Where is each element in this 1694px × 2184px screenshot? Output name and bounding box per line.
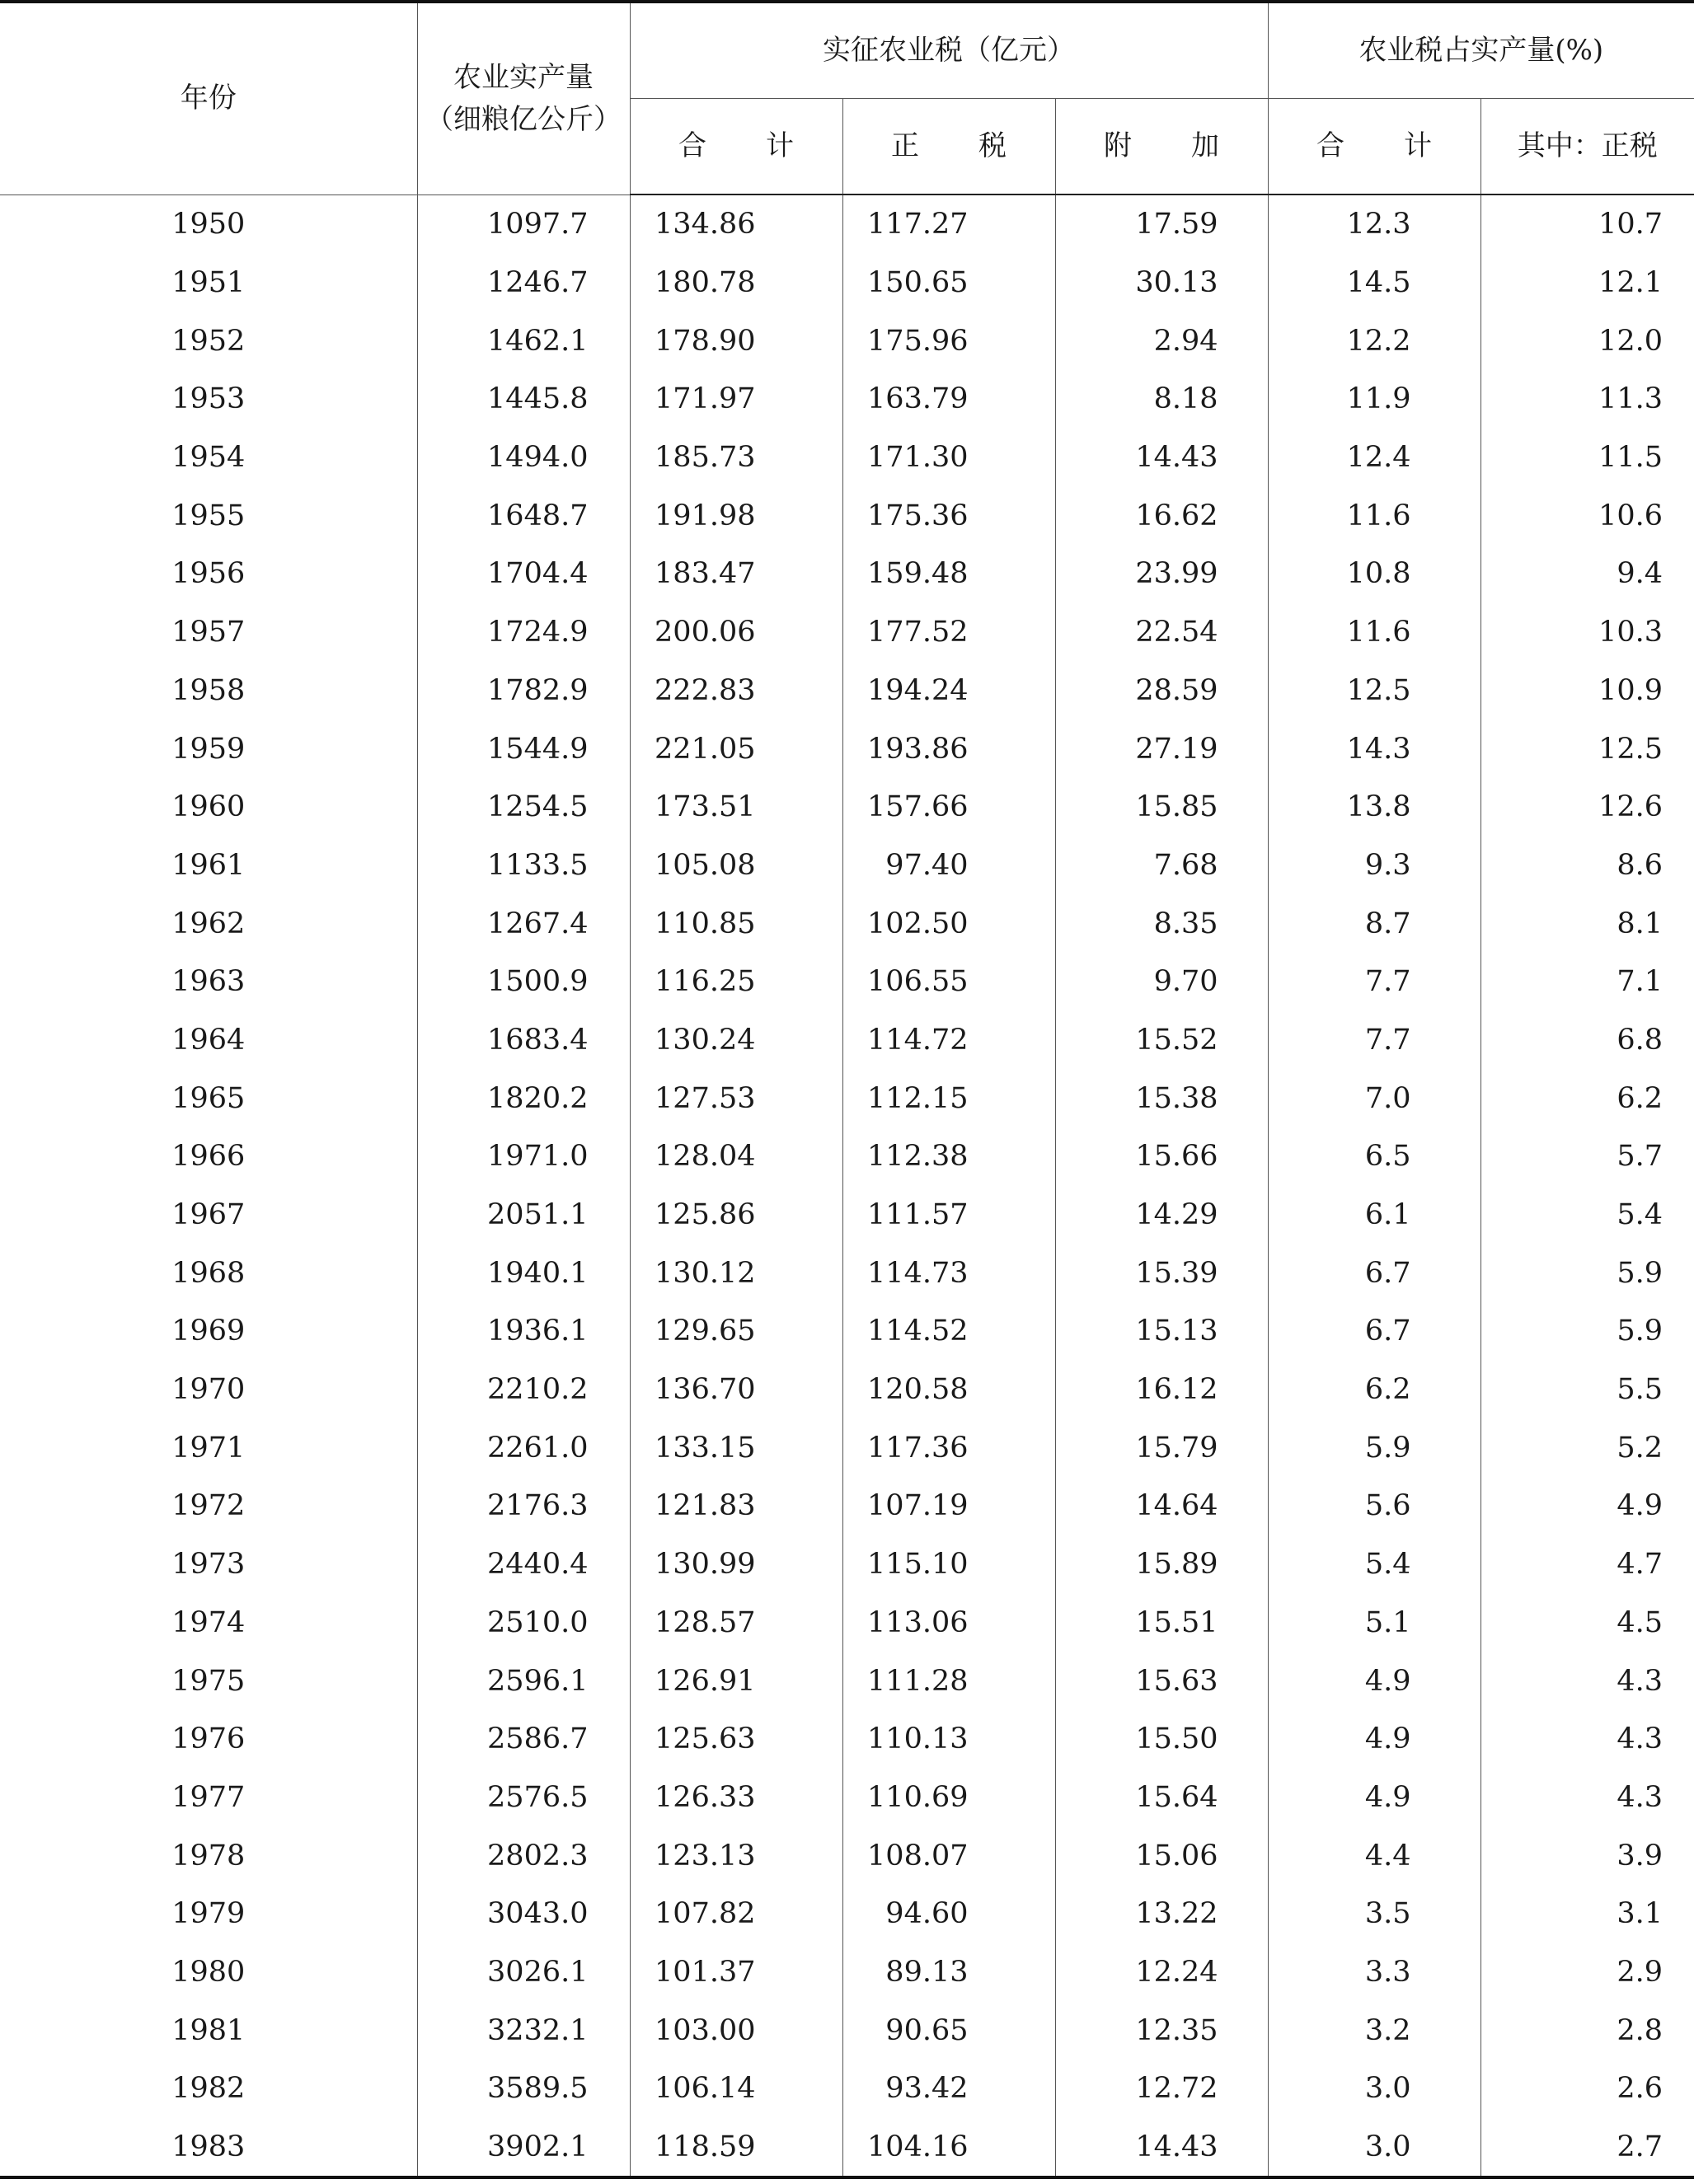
table-row (0, 603, 1694, 662)
cell-tax-surcharge: 16.12 (1055, 1361, 1268, 1419)
cell-share-main: 4.7 (1480, 1535, 1694, 1594)
cell-tax-main: 107.19 (842, 1477, 1055, 1535)
cell-year: 1957 (0, 603, 417, 662)
cell-tax-surcharge: 15.89 (1055, 1535, 1268, 1594)
cell-output: 1097.7 (417, 194, 630, 254)
table-row (0, 429, 1694, 487)
cell-tax-surcharge: 15.39 (1055, 1244, 1268, 1302)
table-row (0, 1361, 1694, 1419)
cell-year: 1975 (0, 1652, 417, 1710)
cell-year: 1981 (0, 2001, 417, 2060)
header-share-total-label: 合 计 (1316, 129, 1457, 162)
cell-tax-surcharge: 14.29 (1055, 1186, 1268, 1244)
cell-tax-main: 110.13 (842, 1710, 1055, 1769)
cell-tax-main: 90.65 (842, 2001, 1055, 2060)
cell-tax-total: 134.86 (630, 194, 842, 254)
cell-tax-surcharge: 23.99 (1055, 545, 1268, 603)
cell-share-total: 11.6 (1268, 486, 1480, 545)
cell-tax-total: 136.70 (630, 1361, 842, 1419)
cell-output: 3043.0 (417, 1885, 630, 1943)
cell-tax-surcharge: 15.13 (1055, 1302, 1268, 1361)
cell-share-total: 6.7 (1268, 1302, 1480, 1361)
cell-tax-main: 111.57 (842, 1186, 1055, 1244)
cell-tax-surcharge: 9.70 (1055, 953, 1268, 1011)
table-row (0, 837, 1694, 895)
cell-tax-total: 103.00 (630, 2001, 842, 2060)
table-row (0, 2118, 1694, 2178)
cell-tax-surcharge: 15.85 (1055, 778, 1268, 837)
cell-share-main: 4.9 (1480, 1477, 1694, 1535)
cell-share-main: 11.3 (1480, 370, 1694, 429)
cell-share-total: 14.3 (1268, 719, 1480, 778)
cell-output: 3232.1 (417, 2001, 630, 2060)
cell-tax-total: 105.08 (630, 837, 842, 895)
cell-output: 2586.7 (417, 1710, 630, 1769)
table-row (0, 254, 1694, 312)
cell-share-total: 3.2 (1268, 2001, 1480, 2060)
cell-output: 2510.0 (417, 1594, 630, 1652)
cell-output: 1724.9 (417, 603, 630, 662)
cell-tax-total: 116.25 (630, 953, 842, 1011)
header-tax-main-label: 正 税 (890, 129, 1032, 162)
cell-tax-total: 178.90 (630, 312, 842, 370)
header-tax-total (630, 99, 842, 195)
cell-output: 1544.9 (417, 719, 630, 778)
cell-tax-main: 114.52 (842, 1302, 1055, 1361)
cell-output: 2051.1 (417, 1186, 630, 1244)
cell-tax-total: 185.73 (630, 429, 842, 487)
table-row (0, 2060, 1694, 2118)
cell-output: 2440.4 (417, 1535, 630, 1594)
cell-tax-surcharge: 17.59 (1055, 194, 1268, 254)
cell-share-total: 11.6 (1268, 603, 1480, 662)
cell-tax-main: 177.52 (842, 603, 1055, 662)
cell-share-total: 7.7 (1268, 1011, 1480, 1070)
cell-tax-total: 221.05 (630, 719, 842, 778)
cell-tax-surcharge: 15.51 (1055, 1594, 1268, 1652)
cell-tax-main: 113.06 (842, 1594, 1055, 1652)
cell-output: 1267.4 (417, 894, 630, 953)
cell-share-total: 13.8 (1268, 778, 1480, 837)
cell-share-total: 4.9 (1268, 1710, 1480, 1769)
cell-year: 1965 (0, 1069, 417, 1127)
cell-share-main: 4.3 (1480, 1710, 1694, 1769)
table-row (0, 1826, 1694, 1885)
cell-share-total: 6.7 (1268, 1244, 1480, 1302)
table-row (0, 1943, 1694, 2002)
table-row (0, 778, 1694, 837)
cell-share-main: 12.5 (1480, 719, 1694, 778)
table-row (0, 194, 1694, 254)
cell-share-total: 10.8 (1268, 545, 1480, 603)
cell-tax-main: 150.65 (842, 254, 1055, 312)
table-row (0, 1769, 1694, 1827)
cell-year: 1958 (0, 662, 417, 720)
table-row (0, 1535, 1694, 1594)
table-row (0, 312, 1694, 370)
cell-share-main: 5.7 (1480, 1127, 1694, 1186)
cell-tax-surcharge: 7.68 (1055, 837, 1268, 895)
cell-year: 1950 (0, 194, 417, 254)
table-row (0, 486, 1694, 545)
cell-share-total: 12.2 (1268, 312, 1480, 370)
table-row (0, 1594, 1694, 1652)
cell-share-total: 6.5 (1268, 1127, 1480, 1186)
cell-tax-total: 171.97 (630, 370, 842, 429)
cell-tax-total: 128.04 (630, 1127, 842, 1186)
cell-output: 1494.0 (417, 429, 630, 487)
cell-tax-main: 110.69 (842, 1769, 1055, 1827)
cell-tax-main: 114.73 (842, 1244, 1055, 1302)
header-output-line2: （细粮亿公斤） (425, 102, 622, 136)
cell-tax-total: 183.47 (630, 545, 842, 603)
cell-tax-surcharge: 14.43 (1055, 2118, 1268, 2178)
table-row (0, 1127, 1694, 1186)
cell-output: 1133.5 (417, 837, 630, 895)
cell-tax-main: 175.96 (842, 312, 1055, 370)
cell-share-main: 12.6 (1480, 778, 1694, 837)
cell-output: 1500.9 (417, 953, 630, 1011)
cell-output: 1246.7 (417, 254, 630, 312)
cell-tax-surcharge: 30.13 (1055, 254, 1268, 312)
cell-year: 1953 (0, 370, 417, 429)
cell-share-total: 11.9 (1268, 370, 1480, 429)
cell-year: 1952 (0, 312, 417, 370)
cell-tax-surcharge: 12.24 (1055, 1943, 1268, 2002)
cell-output: 3026.1 (417, 1943, 630, 2002)
cell-tax-surcharge: 12.35 (1055, 2001, 1268, 2060)
cell-tax-surcharge: 16.62 (1055, 486, 1268, 545)
cell-output: 1683.4 (417, 1011, 630, 1070)
cell-tax-surcharge: 2.94 (1055, 312, 1268, 370)
cell-share-total: 3.3 (1268, 1943, 1480, 2002)
header-tax-total-label: 合 计 (678, 129, 819, 162)
table-body (0, 194, 1694, 2177)
cell-tax-main: 104.16 (842, 2118, 1055, 2178)
cell-tax-surcharge: 15.66 (1055, 1127, 1268, 1186)
header-share-group: 农业税占实产量(%) (1268, 2, 1694, 99)
cell-tax-main: 159.48 (842, 545, 1055, 603)
cell-tax-total: 126.91 (630, 1652, 842, 1710)
cell-year: 1956 (0, 545, 417, 603)
cell-tax-main: 120.58 (842, 1361, 1055, 1419)
header-year: 年份 (0, 2, 417, 194)
cell-output: 2176.3 (417, 1477, 630, 1535)
cell-share-main: 4.3 (1480, 1652, 1694, 1710)
cell-share-main: 5.2 (1480, 1418, 1694, 1477)
cell-year: 1969 (0, 1302, 417, 1361)
cell-share-total: 3.0 (1268, 2118, 1480, 2178)
cell-share-total: 5.4 (1268, 1535, 1480, 1594)
cell-share-total: 12.5 (1268, 662, 1480, 720)
cell-year: 1977 (0, 1769, 417, 1827)
cell-output: 1940.1 (417, 1244, 630, 1302)
cell-tax-main: 163.79 (842, 370, 1055, 429)
cell-share-main: 12.1 (1480, 254, 1694, 312)
cell-year: 1970 (0, 1361, 417, 1419)
cell-share-total: 5.6 (1268, 1477, 1480, 1535)
cell-tax-surcharge: 22.54 (1055, 603, 1268, 662)
cell-tax-total: 106.14 (630, 2060, 842, 2118)
cell-tax-total: 126.33 (630, 1769, 842, 1827)
cell-tax-main: 112.15 (842, 1069, 1055, 1127)
cell-share-main: 7.1 (1480, 953, 1694, 1011)
cell-share-total: 8.7 (1268, 894, 1480, 953)
cell-tax-total: 123.13 (630, 1826, 842, 1885)
cell-tax-total: 133.15 (630, 1418, 842, 1477)
cell-share-total: 4.4 (1268, 1826, 1480, 1885)
cell-tax-total: 173.51 (630, 778, 842, 837)
cell-tax-main: 89.13 (842, 1943, 1055, 2002)
cell-share-main: 4.3 (1480, 1769, 1694, 1827)
cell-tax-surcharge: 14.43 (1055, 429, 1268, 487)
header-tax-group: 实征农业税（亿元） (630, 2, 1268, 99)
cell-tax-total: 121.83 (630, 1477, 842, 1535)
cell-share-total: 9.3 (1268, 837, 1480, 895)
cell-share-total: 7.0 (1268, 1069, 1480, 1127)
cell-tax-main: 94.60 (842, 1885, 1055, 1943)
cell-tax-surcharge: 8.18 (1055, 370, 1268, 429)
cell-share-main: 4.5 (1480, 1594, 1694, 1652)
cell-share-main: 6.8 (1480, 1011, 1694, 1070)
cell-share-main: 5.9 (1480, 1244, 1694, 1302)
cell-tax-surcharge: 15.06 (1055, 1826, 1268, 1885)
cell-output: 2802.3 (417, 1826, 630, 1885)
table-row (0, 1418, 1694, 1477)
cell-tax-surcharge: 14.64 (1055, 1477, 1268, 1535)
cell-tax-main: 102.50 (842, 894, 1055, 953)
cell-output: 2576.5 (417, 1769, 630, 1827)
cell-share-total: 5.9 (1268, 1418, 1480, 1477)
cell-output: 3902.1 (417, 2118, 630, 2178)
table-row (0, 1710, 1694, 1769)
cell-share-main: 2.8 (1480, 2001, 1694, 2060)
cell-share-main: 8.6 (1480, 837, 1694, 895)
cell-tax-main: 117.27 (842, 194, 1055, 254)
header-tax-main (842, 99, 1055, 195)
cell-share-total: 4.9 (1268, 1652, 1480, 1710)
cell-tax-main: 108.07 (842, 1826, 1055, 1885)
cell-year: 1967 (0, 1186, 417, 1244)
cell-tax-main: 157.66 (842, 778, 1055, 837)
cell-tax-main: 97.40 (842, 837, 1055, 895)
cell-tax-total: 101.37 (630, 1943, 842, 2002)
cell-share-main: 12.0 (1480, 312, 1694, 370)
cell-year: 1955 (0, 486, 417, 545)
cell-year: 1974 (0, 1594, 417, 1652)
cell-share-main: 11.5 (1480, 429, 1694, 487)
table-row (0, 1069, 1694, 1127)
cell-tax-surcharge: 13.22 (1055, 1885, 1268, 1943)
cell-tax-total: 127.53 (630, 1069, 842, 1127)
cell-tax-surcharge: 15.79 (1055, 1418, 1268, 1477)
cell-year: 1983 (0, 2118, 417, 2178)
cell-tax-total: 107.82 (630, 1885, 842, 1943)
cell-year: 1962 (0, 894, 417, 953)
cell-share-total: 4.9 (1268, 1769, 1480, 1827)
cell-share-main: 3.9 (1480, 1826, 1694, 1885)
cell-year: 1971 (0, 1418, 417, 1477)
cell-share-main: 2.9 (1480, 1943, 1694, 2002)
cell-tax-surcharge: 27.19 (1055, 719, 1268, 778)
cell-tax-total: 222.83 (630, 662, 842, 720)
cell-year: 1964 (0, 1011, 417, 1070)
cell-share-total: 3.5 (1268, 1885, 1480, 1943)
table-row (0, 2001, 1694, 2060)
header-tax-surcharge-label: 附 加 (1104, 129, 1245, 162)
cell-year: 1959 (0, 719, 417, 778)
cell-tax-total: 130.12 (630, 1244, 842, 1302)
cell-tax-main: 93.42 (842, 2060, 1055, 2118)
cell-share-main: 2.7 (1480, 2118, 1694, 2178)
cell-share-main: 3.1 (1480, 1885, 1694, 1943)
table-row (0, 1302, 1694, 1361)
table-row (0, 953, 1694, 1011)
table-row (0, 370, 1694, 429)
header-tax-surcharge (1055, 99, 1268, 195)
cell-tax-surcharge: 15.38 (1055, 1069, 1268, 1127)
cell-share-main: 10.7 (1480, 194, 1694, 254)
table-row (0, 719, 1694, 778)
cell-tax-main: 194.24 (842, 662, 1055, 720)
cell-tax-surcharge: 12.72 (1055, 2060, 1268, 2118)
cell-share-main: 5.5 (1480, 1361, 1694, 1419)
cell-tax-total: 125.86 (630, 1186, 842, 1244)
cell-share-main: 9.4 (1480, 545, 1694, 603)
cell-tax-total: 191.98 (630, 486, 842, 545)
cell-tax-surcharge: 15.64 (1055, 1769, 1268, 1827)
cell-tax-main: 112.38 (842, 1127, 1055, 1186)
header-output-line1: 农业实产量 (453, 60, 594, 94)
cell-output: 1971.0 (417, 1127, 630, 1186)
cell-output: 2261.0 (417, 1418, 630, 1477)
cell-year: 1960 (0, 778, 417, 837)
cell-share-main: 6.2 (1480, 1069, 1694, 1127)
table-row (0, 1477, 1694, 1535)
cell-share-main: 5.9 (1480, 1302, 1694, 1361)
cell-output: 1462.1 (417, 312, 630, 370)
cell-share-total: 3.0 (1268, 2060, 1480, 2118)
table-header (0, 2, 1694, 194)
table-row (0, 545, 1694, 603)
cell-tax-surcharge: 8.35 (1055, 894, 1268, 953)
cell-tax-total: 129.65 (630, 1302, 842, 1361)
table-row (0, 1652, 1694, 1710)
cell-output: 1936.1 (417, 1302, 630, 1361)
cell-share-main: 10.6 (1480, 486, 1694, 545)
cell-tax-surcharge: 15.63 (1055, 1652, 1268, 1710)
cell-output: 1254.5 (417, 778, 630, 837)
table-row (0, 1011, 1694, 1070)
cell-output: 1648.7 (417, 486, 630, 545)
header-share-main: 其中：正税 (1480, 99, 1694, 195)
cell-tax-surcharge: 15.50 (1055, 1710, 1268, 1769)
cell-year: 1973 (0, 1535, 417, 1594)
cell-output: 2210.2 (417, 1361, 630, 1419)
table-row (0, 894, 1694, 953)
cell-year: 1982 (0, 2060, 417, 2118)
cell-tax-main: 115.10 (842, 1535, 1055, 1594)
cell-tax-main: 111.28 (842, 1652, 1055, 1710)
cell-share-total: 6.2 (1268, 1361, 1480, 1419)
table-row (0, 1244, 1694, 1302)
cell-year: 1972 (0, 1477, 417, 1535)
cell-year: 1968 (0, 1244, 417, 1302)
cell-tax-total: 130.99 (630, 1535, 842, 1594)
cell-year: 1979 (0, 1885, 417, 1943)
table-row (0, 1186, 1694, 1244)
cell-tax-surcharge: 15.52 (1055, 1011, 1268, 1070)
cell-tax-total: 128.57 (630, 1594, 842, 1652)
cell-tax-total: 180.78 (630, 254, 842, 312)
cell-share-main: 10.3 (1480, 603, 1694, 662)
cell-year: 1980 (0, 1943, 417, 2002)
cell-share-main: 8.1 (1480, 894, 1694, 953)
cell-tax-total: 118.59 (630, 2118, 842, 2178)
cell-share-total: 5.1 (1268, 1594, 1480, 1652)
cell-year: 1951 (0, 254, 417, 312)
cell-year: 1954 (0, 429, 417, 487)
cell-tax-total: 130.24 (630, 1011, 842, 1070)
cell-share-total: 12.3 (1268, 194, 1480, 254)
cell-share-total: 7.7 (1268, 953, 1480, 1011)
cell-share-main: 10.9 (1480, 662, 1694, 720)
cell-share-total: 14.5 (1268, 254, 1480, 312)
header-output (417, 2, 630, 194)
cell-year: 1963 (0, 953, 417, 1011)
cell-year: 1976 (0, 1710, 417, 1769)
cell-share-main: 2.6 (1480, 2060, 1694, 2118)
cell-share-main: 5.4 (1480, 1186, 1694, 1244)
cell-year: 1961 (0, 837, 417, 895)
cell-output: 2596.1 (417, 1652, 630, 1710)
cell-tax-main: 114.72 (842, 1011, 1055, 1070)
cell-share-total: 12.4 (1268, 429, 1480, 487)
cell-tax-total: 110.85 (630, 894, 842, 953)
cell-tax-total: 125.63 (630, 1710, 842, 1769)
cell-tax-main: 171.30 (842, 429, 1055, 487)
cell-output: 1820.2 (417, 1069, 630, 1127)
cell-tax-total: 200.06 (630, 603, 842, 662)
cell-share-total: 6.1 (1268, 1186, 1480, 1244)
cell-tax-surcharge: 28.59 (1055, 662, 1268, 720)
cell-year: 1966 (0, 1127, 417, 1186)
cell-tax-main: 175.36 (842, 486, 1055, 545)
cell-year: 1978 (0, 1826, 417, 1885)
cell-output: 3589.5 (417, 2060, 630, 2118)
table-row (0, 662, 1694, 720)
cell-output: 1782.9 (417, 662, 630, 720)
cell-tax-main: 193.86 (842, 719, 1055, 778)
cell-tax-main: 117.36 (842, 1418, 1055, 1477)
cell-output: 1704.4 (417, 545, 630, 603)
cell-tax-main: 106.55 (842, 953, 1055, 1011)
header-share-total (1268, 99, 1480, 195)
table-row (0, 1885, 1694, 1943)
cell-output: 1445.8 (417, 370, 630, 429)
